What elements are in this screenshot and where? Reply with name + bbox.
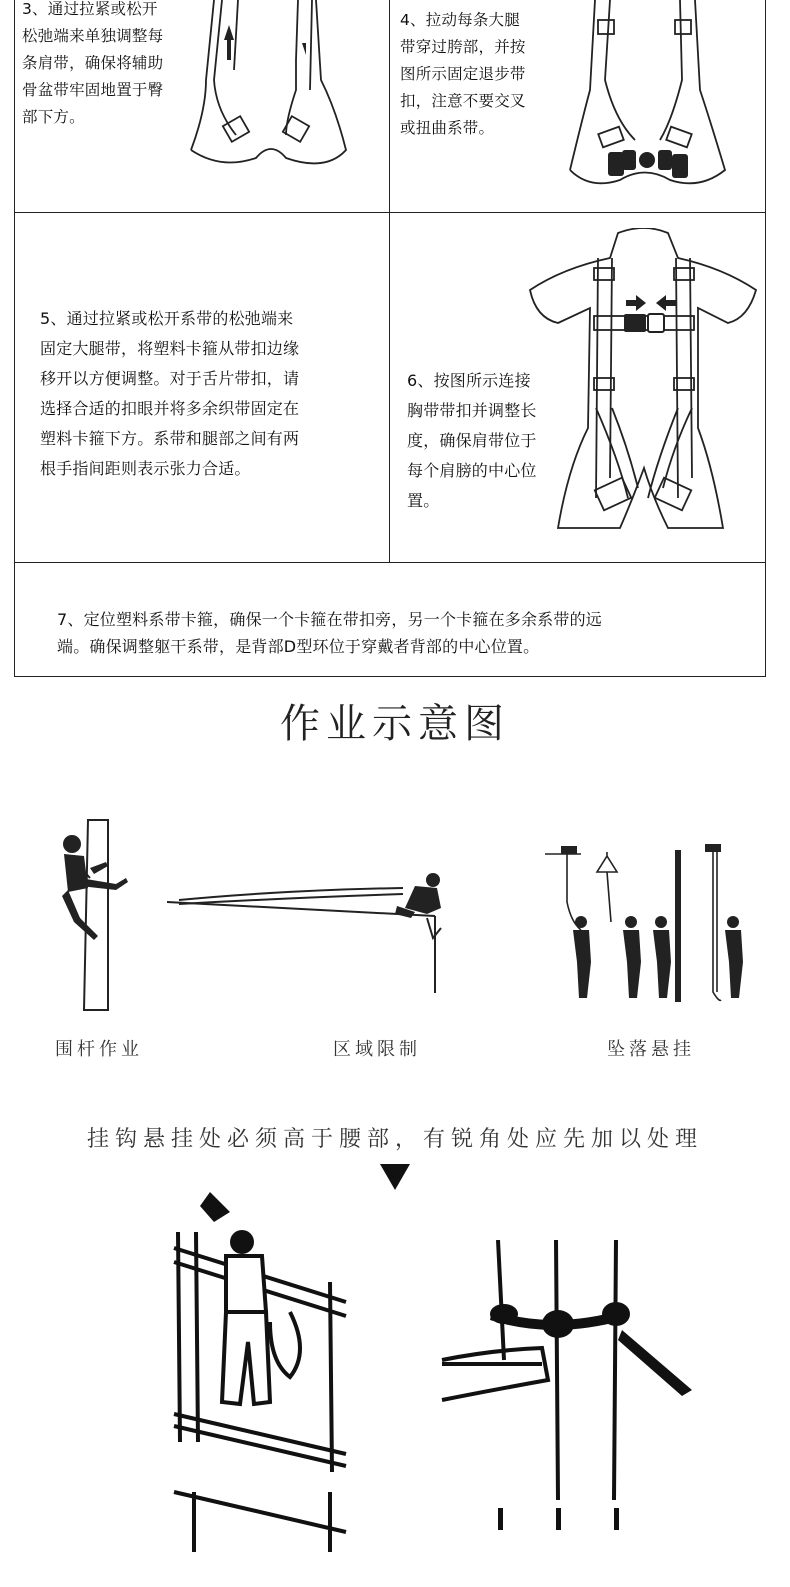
grid-divider-row2 (14, 562, 766, 563)
grid-divider-col (389, 0, 390, 562)
fall-arrest-caption: 坠落悬挂 (607, 1039, 695, 1060)
area-restriction-illustration (165, 868, 455, 998)
step-7-text: 7、定位塑料系带卡箍，确保一个卡箍在带扣旁，另一个卡箍在多余系带的远 端。确保调整躯干系带，是背部D型环位于穿戴者背部的中心位置。 (57, 610, 602, 656)
scaffold-anchoring-illustration (170, 1192, 350, 1562)
sharp-edge-protection-illustration (432, 1240, 702, 1540)
down-arrow-icon (378, 1160, 412, 1194)
grid-divider-row1 (14, 212, 766, 213)
pole-work-illustration (50, 818, 140, 1013)
area-restriction-caption: 区域限制 (333, 1039, 421, 1060)
hook-height-warning: 挂钩悬挂处必须高于腰部，有锐角处应先加以处理 (86, 1127, 703, 1152)
step-3-text: 3、通过拉紧或松开 松弛端来单独调整每 条肩带，确保将辅助 骨盆带牢固地置于臀 部下方。 (22, 0, 164, 126)
step-6-text: 6、按图所示连接 胸带带扣并调整长 度，确保肩带位于 每个肩膀的中心位 置。 (407, 371, 537, 510)
fall-arrest-illustration (545, 842, 745, 1007)
step-3-harness-illustration (186, 0, 356, 178)
step-5-text: 5、通过拉紧或松开系带的松弛端来 固定大腿带，将塑料卡箍从带扣边缘 移开以方便调整。对于舌片带扣，请 选择合适的扣眼并将多余织带固定在 塑料卡箍下方。系带和腿部之间有两 根手指间距则表示张力合适。 (40, 309, 300, 478)
step-4-harness-illustration (560, 0, 730, 195)
step-4-text: 4、拉动每条大腿 带穿过胯部，并按 图所示固定退步带 扣，注意不要交叉 或扭曲系带。 (400, 11, 526, 137)
step-6-harness-illustration (528, 228, 760, 548)
pole-work-caption: 围杆作业 (55, 1039, 143, 1060)
section-title: 作业示意图 (280, 701, 510, 747)
